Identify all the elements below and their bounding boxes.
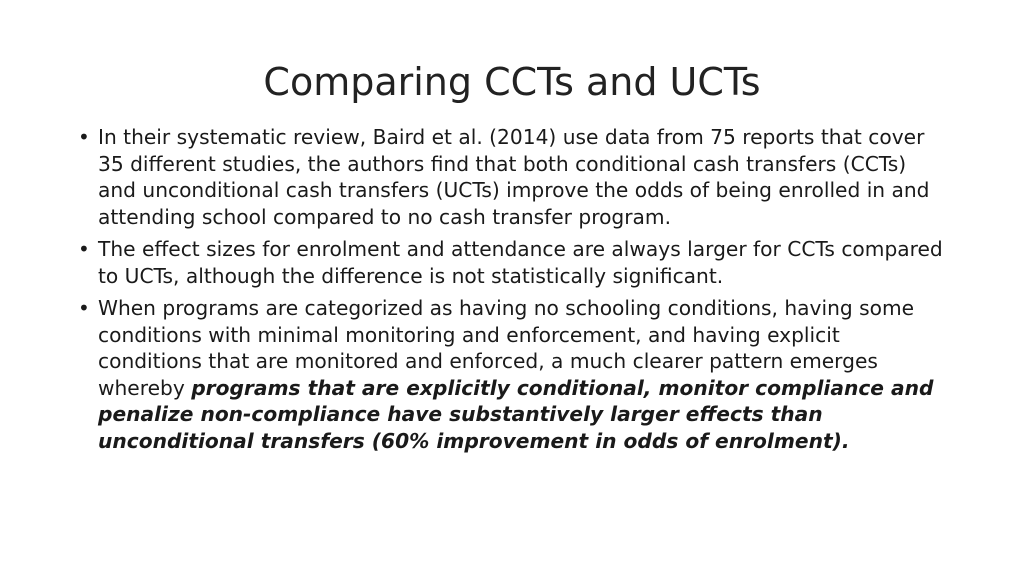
bullet-item-1 xyxy=(76,124,946,230)
bullet-item-2 xyxy=(76,236,946,289)
bullet-text-2: The effect sizes for enrolment and attendance are always larger for CCTs compared to UCTs, although the difference is not statistically significant. xyxy=(98,237,943,288)
bullet-text-3: When programs are categorized as having no schooling conditions, having some conditions with minimal monitoring and enforcement, and having explicit conditions that are monitored and enforced, a much clearer pattern emerges whereby xyxy=(98,296,915,400)
bullet-dot-icon: • xyxy=(78,237,90,261)
bullet-item-3 xyxy=(76,295,946,454)
bullet-text-3-emphasis: programs that are explicitly conditional, monitor compliance and penalize non-compliance have substantively larger effects than unconditional transfers (60% improvement in odds of enrolment). xyxy=(98,375,934,453)
bullet-list xyxy=(76,124,946,460)
bullet-dot-icon: • xyxy=(78,125,90,149)
bullet-text-1: In their systematic review, Baird et al. (2014) use data from 75 reports that cover 35 different studies, the authors find that both conditional cash transfers (CCTs) and unconditional cash transfers (UCTs) improve the odds of being enrolled in and attending school compared to no cash transfer program. xyxy=(98,125,930,229)
slide-title: Comparing CCTs and UCTs xyxy=(263,60,761,104)
bullet-dot-icon: • xyxy=(78,296,90,320)
